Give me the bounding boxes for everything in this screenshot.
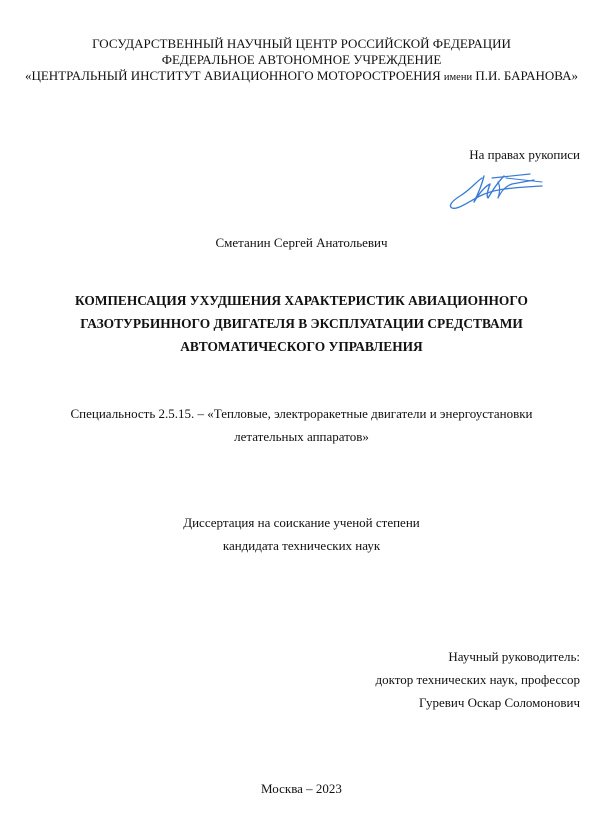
degree-line-1: Диссертация на соискание ученой степени: [183, 515, 420, 530]
header-line-3-part3: П.И. БАРАНОВА»: [472, 68, 579, 83]
degree-line-2: кандидата технических наук: [222, 538, 381, 553]
footer-city-year: Москва – 2023: [261, 781, 342, 796]
manuscript-note: На правах рукописи: [469, 147, 580, 162]
header-line-3-part2: имени: [443, 72, 473, 83]
header-line-1: ГОСУДАРСТВЕННЫЙ НАУЧНЫЙ ЦЕНТР РОССИЙСКОЙ ФЕДЕРАЦИИ: [92, 36, 511, 51]
supervisor-name: Гуревич Оскар Соломонович: [418, 695, 580, 710]
supervisor-credentials: доктор технических наук, профессор: [375, 672, 580, 687]
supervisor-label: Научный руководитель:: [448, 649, 580, 664]
title-line-1: КОМПЕНСАЦИЯ УХУДШЕНИЯ ХАРАКТЕРИСТИК АВИАЦИОННОГО: [75, 293, 528, 308]
title-line-2: ГАЗОТУРБИННОГО ДВИГАТЕЛЯ В ЭКСПЛУАТАЦИИ СРЕДСТВАМИ: [80, 316, 523, 331]
title-line-3: АВТОМАТИЧЕСКОГО УПРАВЛЕНИЯ: [180, 339, 423, 354]
header-line-3-part1: «ЦЕНТРАЛЬНЫЙ ИНСТИТУТ АВИАЦИОННОГО МОТОРОСТРОЕНИЯ: [24, 68, 444, 83]
author-name: Сметанин Сергей Анатольевич: [215, 235, 388, 250]
specialty-line-1: Специальность 2.5.15. – «Тепловые, электроракетные двигатели и энергоустановки: [70, 406, 533, 421]
header-line-2: ФЕДЕРАЛЬНОЕ АВТОНОМНОЕ УЧРЕЖДЕНИЕ: [161, 52, 442, 67]
header-line-3: [0, 68, 603, 86]
signature-icon: [446, 168, 546, 212]
specialty-line-2: летательных аппаратов»: [234, 429, 369, 444]
